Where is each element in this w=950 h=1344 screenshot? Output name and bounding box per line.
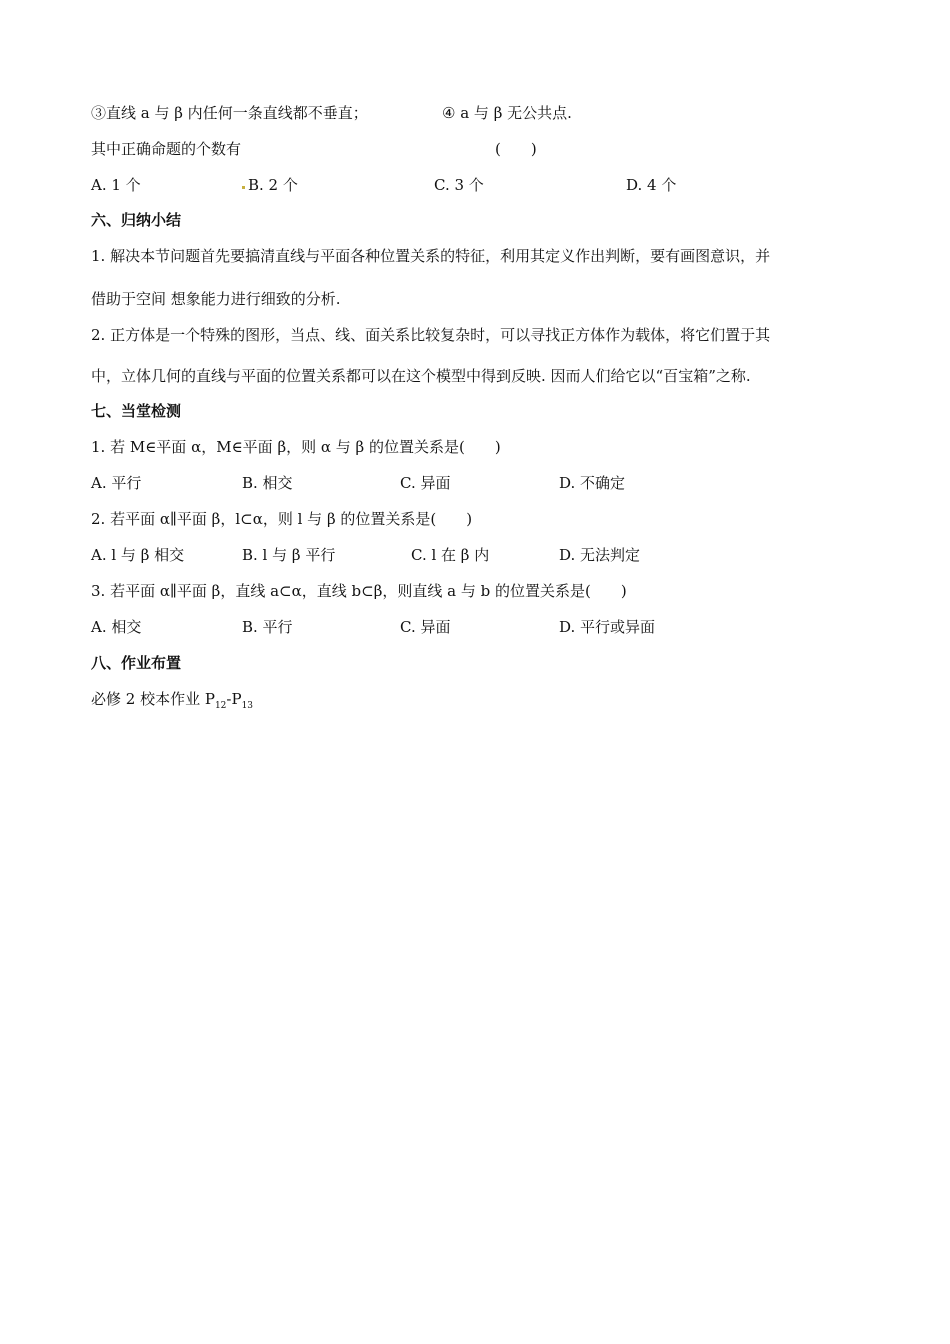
- q3-option-a: A. 相交: [91, 618, 142, 636]
- q1-option-c: C. 异面: [400, 474, 451, 492]
- summary-p2-line2: 中，立体几何的直线与平面的位置关系都可以在这个模型中得到反映. 因而人们给它以“百宝箱”之称.: [91, 367, 751, 385]
- option-c: C. 3 个: [434, 176, 484, 194]
- q3-options: [91, 617, 861, 637]
- option-a: A. 1 个: [91, 176, 141, 194]
- summary-p1-line1: 1. 解决本节问题首先要搞清直线与平面各种位置关系的特征，利用其定义作出判断，要有画图意识，并: [91, 247, 771, 265]
- q1-option-b: B. 相交: [242, 474, 293, 492]
- answer-paren: ( ): [495, 140, 537, 158]
- option-b-wrapper: [242, 175, 298, 195]
- question-1: 1. 若 M∈平面 α，M∈平面 β，则 α 与 β 的位置关系是( ): [91, 438, 501, 456]
- summary-p1-line2: 借助于空间 想象能力进行细致的分析.: [91, 290, 341, 308]
- section-heading-summary: 六、归纳小结: [91, 211, 182, 229]
- q2-option-b: B. l 与 β 平行: [242, 546, 336, 564]
- q2-option-d: D. 无法判定: [559, 546, 641, 564]
- summary-p2-line1: 2. 正方体是一个特殊的图形，当点、线、面关系比较复杂时，可以寻找正方体作为载体，将它们置于其: [91, 326, 771, 344]
- q3-option-c: C. 异面: [400, 618, 451, 636]
- homework-text: [91, 689, 253, 716]
- statement-3: ③直线 a 与 β 内任何一条直线都不垂直；: [91, 104, 368, 122]
- question-3: 3. 若平面 α∥平面 β，直线 a⊂α，直线 b⊂β，则直线 a 与 b 的位置关系是( ): [91, 582, 627, 600]
- section-heading-check: 七、当堂检测: [91, 402, 182, 420]
- q1-options: [91, 473, 861, 493]
- q2-options: [91, 545, 861, 565]
- homework-page-start: 12: [214, 701, 227, 711]
- marker-dot: [242, 186, 245, 189]
- q1-option-a: A. 平行: [91, 474, 142, 492]
- question-count: 其中正确命题的个数有: [91, 140, 242, 158]
- section-heading-homework: 八、作业布置: [91, 654, 182, 672]
- homework-label: 必修 2 校本作业 P: [91, 690, 215, 708]
- option-b: B. 2 个: [248, 176, 298, 194]
- q3-option-b: B. 平行: [242, 618, 293, 636]
- homework-page-end: 13: [241, 701, 254, 711]
- q2-option-c: C. l 在 β 内: [411, 546, 490, 564]
- q1-option-d: D. 不确定: [559, 474, 626, 492]
- q3-option-d: D. 平行或异面: [559, 618, 656, 636]
- statement-4: ④ a 与 β 无公共点.: [442, 104, 572, 122]
- question-2: 2. 若平面 α∥平面 β，l⊂α，则 l 与 β 的位置关系是( ): [91, 510, 473, 528]
- options-row-prev: [91, 175, 861, 195]
- q2-option-a: A. l 与 β 相交: [91, 546, 185, 564]
- option-d: D. 4 个: [626, 176, 677, 194]
- homework-dash: -P: [226, 690, 242, 708]
